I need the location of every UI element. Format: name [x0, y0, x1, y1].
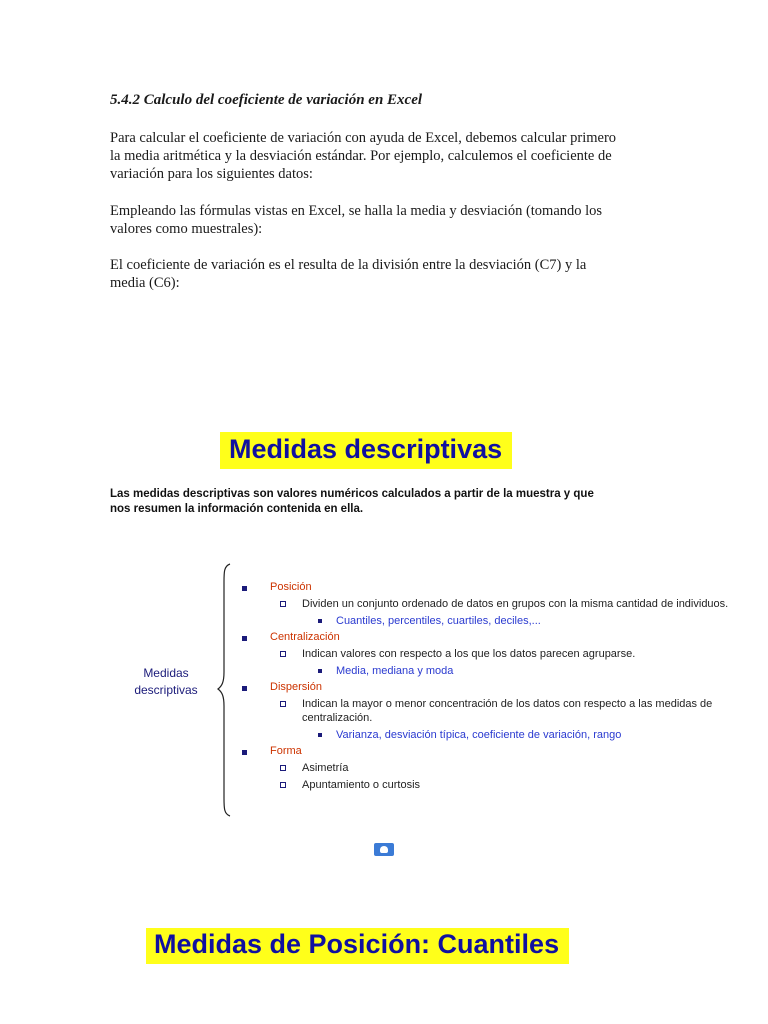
slide-title-medidas-posicion: Medidas de Posición: Cuantiles [146, 928, 569, 964]
bullet-square-icon [242, 636, 247, 641]
home-icon[interactable] [374, 843, 394, 856]
category-posicion-examples: Cuantiles, percentiles, cuartiles, deciles,... [336, 615, 541, 627]
category-centralizacion: Centralización [270, 631, 340, 643]
category-forma-item: Apuntamiento o curtosis [302, 779, 421, 791]
bullet-square-icon [242, 750, 247, 755]
section-heading: 5.4.2 Calculo del coeficiente de variación en Excel [110, 92, 423, 108]
paragraph-2-line: valores como muestrales): [110, 221, 263, 237]
diagram-root-label [118, 665, 214, 699]
category-dispersion-desc-cont: centralización. [302, 712, 373, 724]
bullet-small-icon [318, 619, 322, 623]
slide-intro-line: Las medidas descriptivas son valores numéricos calculados a partir de la muestra y que [110, 488, 594, 500]
slide-intro [110, 487, 670, 516]
category-dispersion: Dispersión [270, 681, 322, 693]
paragraph-3-line: media (C6): [110, 275, 180, 291]
category-dispersion-desc: Indican la mayor o menor concentración de los datos con respecto a las medidas de [302, 698, 713, 710]
bullet-small-icon [318, 733, 322, 737]
paragraph-1-line: variación para los siguientes datos: [110, 166, 313, 182]
paragraph-3-line: El coeficiente de variación es el resulta de la división entre la desviación (C7) y la [110, 257, 587, 273]
bullet-hollow-icon [280, 765, 286, 771]
category-posicion: Posición [270, 581, 312, 593]
category-forma: Forma [270, 745, 302, 757]
curly-brace [216, 562, 234, 818]
home-icon-glyph [380, 846, 388, 853]
paragraph-2 [110, 202, 670, 238]
paragraph-1 [110, 129, 670, 183]
category-forma-item: Asimetría [302, 762, 349, 774]
bullet-hollow-icon [280, 601, 286, 607]
paragraph-3 [110, 256, 670, 292]
paragraph-2-line: Empleando las fórmulas vistas en Excel, se halla la media y desviación (tomando los [110, 203, 603, 219]
bullet-hollow-icon [280, 701, 286, 707]
paragraph-1-line: la media aritmética y la desviación estándar. Por ejemplo, calculemos el coeficiente de [110, 148, 612, 164]
slide-title-medidas-descriptivas: Medidas descriptivas [220, 432, 512, 469]
diagram-root-label-line: descriptivas [134, 683, 198, 697]
bullet-square-icon [242, 586, 247, 591]
paragraph-1-line: Para calcular el coeficiente de variación con ayuda de Excel, debemos calcular primero [110, 130, 617, 146]
bullet-hollow-icon [280, 782, 286, 788]
bullet-small-icon [318, 669, 322, 673]
category-dispersion-examples: Varianza, desviación típica, coeficiente de variación, rango [336, 729, 622, 741]
bullet-square-icon [242, 686, 247, 691]
diagram-root-label-line: Medidas [143, 666, 189, 680]
category-centralizacion-examples: Media, mediana y moda [336, 665, 454, 677]
slide-intro-line: nos resumen la información contenida en ella. [110, 502, 364, 515]
category-posicion-desc: Dividen un conjunto ordenado de datos en grupos con la misma cantidad de individuos. [302, 598, 729, 610]
category-centralizacion-desc: Indican valores con respecto a los que los datos parecen agruparse. [302, 648, 636, 660]
bullet-hollow-icon [280, 651, 286, 657]
